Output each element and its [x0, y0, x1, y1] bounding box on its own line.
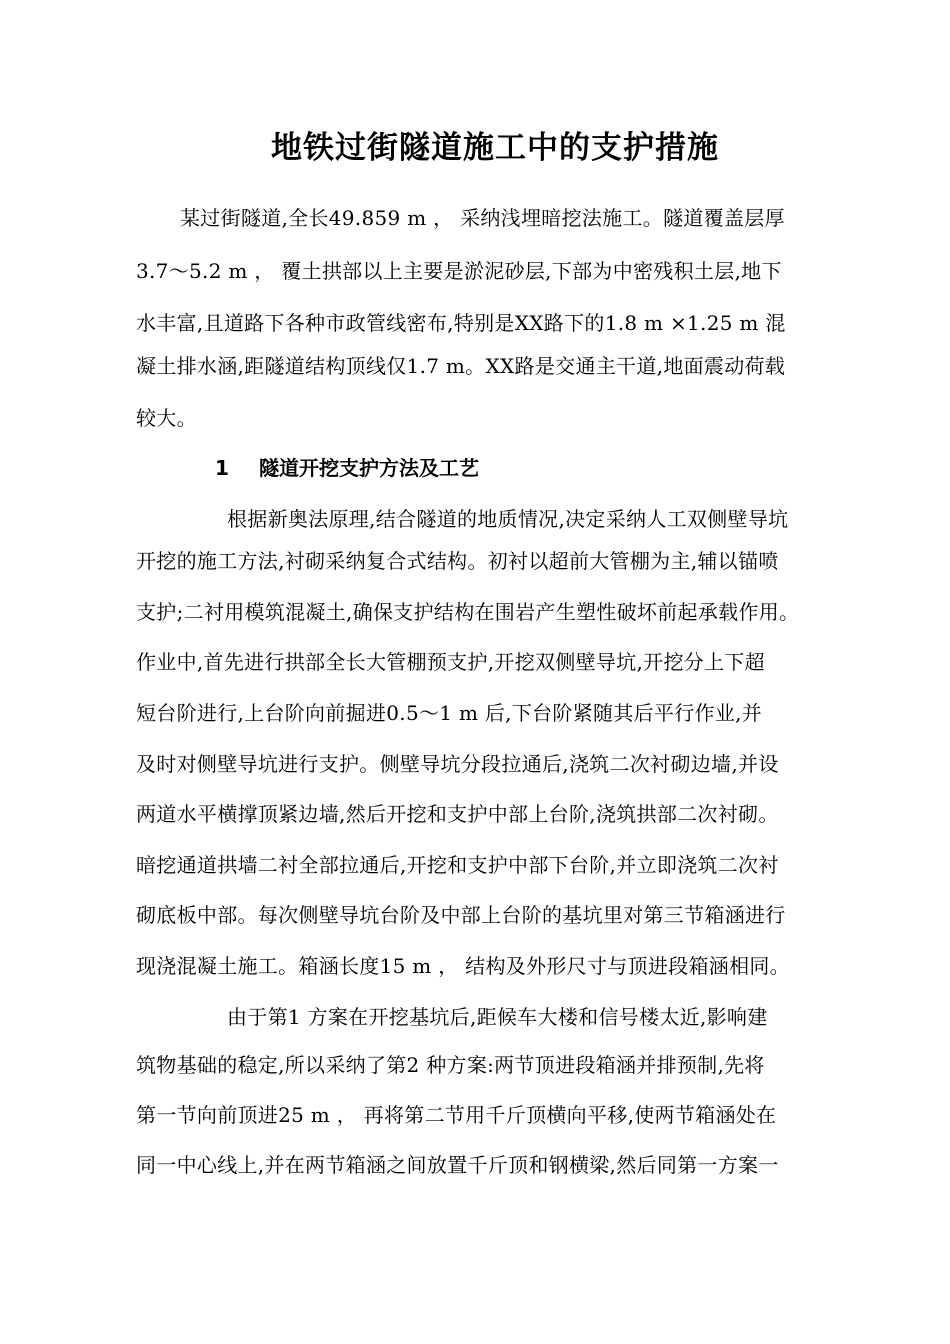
paragraph-line: 砌底板中部。每次侧壁导坑台阶及中部上台阶的基坑里对第三节箱涵进行 — [136, 903, 786, 927]
paragraph-line: 同一中心线上,并在两节箱涵之间放置千斤顶和钢横梁,然后同第一方案一 — [136, 1153, 779, 1177]
paragraph-line: 暗挖通道拱墙二衬全部拉通后,开挖和支护中部下台阶,并立即浇筑二次衬 — [136, 853, 779, 877]
paragraph-line: 作业中,首先进行拱部全长大管棚预支护,开挖双侧壁导坑,开挖分上下超 — [136, 650, 765, 674]
paragraph-line: 凝土排水涵,距隧道结构顶线仅1.7 m。XX路是交通主干道,地面震动荷载 — [136, 354, 786, 378]
paragraph-line: 由于第1 方案在开挖基坑后,距候车大楼和信号楼太近,影响建 — [227, 1005, 768, 1029]
paragraph-line: 水丰富,且道路下各种市政管线密布,特别是XX路下的1.8 m ×1.25 m 混 — [136, 311, 786, 335]
section-heading — [215, 453, 479, 483]
paragraph-line: 支护;二衬用模筑混凝土,确保支护结构在围岩产生塑性破坏前起承载作用。 — [136, 600, 800, 624]
paragraph-line: 根据新奥法原理,结合隧道的地质情况,决定采纳人工双侧壁导坑 — [227, 507, 789, 531]
paragraph-line: 3.7～5.2 m ， 覆土拱部以上主要是淤泥砂层,下部为中密残积土层,地下 — [136, 259, 782, 283]
paragraph-line: 及时对侧壁导坑进行支护。侧壁导坑分段拉通后,浇筑二次衬砌边墙,并设 — [136, 752, 779, 776]
paragraph-line: 开挖的施工方法,衬砌采纳复合式结构。初衬以超前大管棚为主,辅以锚喷 — [136, 549, 779, 573]
section-number: 1 — [215, 456, 229, 480]
paragraph-line: 第一节向前顶进25 m ， 再将第二节用千斤顶横向平移,使两节箱涵处在 — [136, 1103, 777, 1127]
document-title: 地铁过街隧道施工中的支护措施 — [271, 130, 719, 166]
paragraph-line: 短台阶进行,上台阶向前掘进0.5～1 m 后,下台阶紧随其后平行作业,并 — [136, 701, 763, 725]
paragraph-line: 筑物基础的稳定,所以采纳了第2 种方案:两节顶进段箱涵并排预制,先将 — [136, 1053, 765, 1077]
section-title: 隧道开挖支护方法及工艺 — [259, 456, 479, 480]
paragraph-line: 某过街隧道,全长49.859 m ， 采纳浅埋暗挖法施工。隧道覆盖层厚 — [180, 206, 785, 230]
paragraph-line: 现浇混凝土施工。箱涵长度15 m ， 结构及外形尺寸与顶进段箱涵相同。 — [136, 954, 790, 978]
paragraph-line: 较大。 — [136, 406, 197, 430]
paragraph-line: 两道水平横撑顶紧边墙,然后开挖和支护中部上台阶,浇筑拱部二次衬砌。 — [136, 802, 779, 826]
